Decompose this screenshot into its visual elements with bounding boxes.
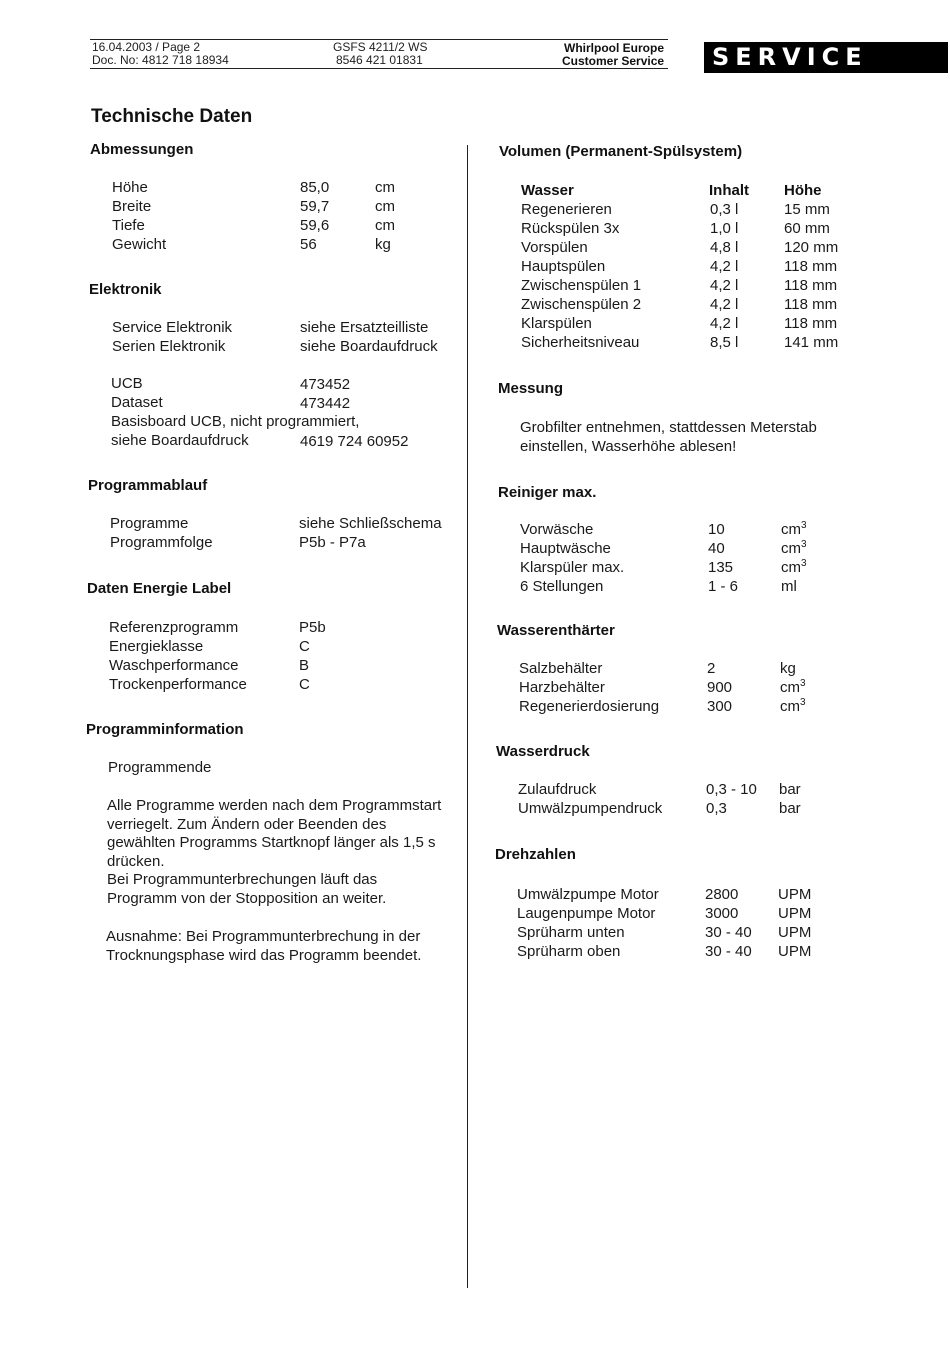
programminfo-p2-line: Bei Programmunterbrechungen läuft das <box>107 871 378 888</box>
programminfo-p1-line: drücken. <box>107 852 165 870</box>
volumen-row-inhalt: 4,2 l <box>710 315 739 332</box>
ucb-value: 473452 <box>300 376 351 393</box>
volumen-col-inhalt: Inhalt <box>709 182 749 199</box>
basisboard-line: Basisboard UCB, nicht programmiert, <box>111 413 360 430</box>
programmablauf-row-label: Programmfolge <box>110 534 213 551</box>
wasserenthaerter-row-value: 2 <box>707 660 716 677</box>
volumen-row-hoehe: 118 mm <box>784 296 838 313</box>
reiniger-row-unit: $cm^3$ <box>781 539 807 557</box>
abmessungen-row-label: Gewicht <box>112 236 167 253</box>
programmablauf-row-value: siehe Schließschema <box>299 515 442 532</box>
messung-line: Grobfilter entnehmen, stattdessen Meterstab <box>520 419 817 436</box>
elektronik-row-label: Serien Elektronik <box>112 338 226 355</box>
programmende-label: Programmende <box>108 759 212 776</box>
energie-row-label: Trockenperformance <box>109 676 247 693</box>
elektronik-row-value: siehe Boardaufdruck <box>300 338 438 355</box>
drehzahlen-row-value: 30 - 40 <box>705 943 752 960</box>
volumen-row-inhalt: 4,2 l <box>710 277 739 294</box>
volumen-row-hoehe: 118 mm <box>784 315 838 332</box>
column-divider <box>467 145 468 1288</box>
volumen-row-label: Regenerieren <box>521 201 612 218</box>
wasserdruck-heading: Wasserdruck <box>496 743 590 760</box>
volumen-row-label: Klarspülen <box>521 315 592 332</box>
wasserenthaerter-row-unit: $cm^3$ <box>780 697 806 715</box>
service-label: SERVICE <box>704 42 948 73</box>
programmablauf-heading: Programmablauf <box>88 477 208 494</box>
header-company: Whirlpool Europe <box>564 41 664 55</box>
reiniger-row-unit: $cm^3$ <box>781 520 807 538</box>
volumen-row-inhalt: 4,2 l <box>710 296 739 313</box>
programminfo-p3-line: Ausnahme: Bei Programmunterbrechung in der <box>106 928 421 945</box>
abmessungen-row-label: Höhe <box>112 179 148 196</box>
programminfo-paragraph-1 <box>107 797 441 871</box>
abmessungen-row-unit: kg <box>375 236 391 253</box>
page-title: Technische Daten <box>91 106 253 127</box>
volumen-col-hoehe: Höhe <box>784 182 822 199</box>
reiniger-heading: Reiniger max. <box>498 484 597 501</box>
volumen-row-label: Zwischenspülen 1 <box>521 277 642 294</box>
abmessungen-row-label: Tiefe <box>112 217 145 234</box>
elektronik-row-value: siehe Ersatzteilliste <box>300 319 429 336</box>
reiniger-row-value: 10 <box>708 521 725 538</box>
abmessungen-row-unit: cm <box>375 179 395 196</box>
drehzahlen-row-label: Sprüharm oben <box>517 943 621 960</box>
header-model: GSFS 4211/2 WS <box>333 40 428 54</box>
abmessungen-row-value: 56 <box>300 236 317 253</box>
header-model-no: 8546 421 01831 <box>336 53 423 67</box>
dataset-label: Dataset <box>111 394 163 411</box>
drehzahlen-row-unit: UPM <box>778 943 812 960</box>
wasserenthaerter-row-label: Salzbehälter <box>519 660 603 677</box>
energie-row-value: B <box>299 657 310 674</box>
header-dept: Customer Service <box>562 54 665 68</box>
energie-row-label: Referenzprogramm <box>109 619 239 636</box>
volumen-row-hoehe: 15 mm <box>784 201 830 218</box>
abmessungen-row-label: Breite <box>112 198 152 215</box>
abmessungen-row-value: 85,0 <box>300 179 330 196</box>
programmablauf-row-value: P5b - P7a <box>299 534 366 551</box>
drehzahlen-row-label: Umwälzpumpe Motor <box>517 886 659 903</box>
volumen-row-label: Rückspülen 3x <box>521 220 620 237</box>
volumen-row-label: Zwischenspülen 2 <box>521 296 642 313</box>
programminfo-p1-line: verriegelt. Zum Ändern oder Beenden des <box>107 815 387 833</box>
programmablauf-row-label: Programme <box>110 515 189 532</box>
volumen-row-label: Vorspülen <box>521 239 588 256</box>
abmessungen-heading: Abmessungen <box>90 141 194 158</box>
volumen-row-hoehe: 141 mm <box>784 334 839 351</box>
elektronik-heading: Elektronik <box>89 281 162 298</box>
energie-row-value: C <box>299 638 310 655</box>
reiniger-row-label: 6 Stellungen <box>520 578 604 595</box>
reiniger-row-label: Vorwäsche <box>520 521 594 538</box>
programminfo-heading: Programminformation <box>86 721 244 738</box>
abmessungen-row-value: 59,6 <box>300 217 330 234</box>
programminfo-p1-line: Alle Programme werden nach dem Programmstart <box>107 797 442 814</box>
wasserenthaerter-row-unit: $cm^3$ <box>780 678 806 696</box>
programminfo-paragraph-2 <box>107 871 386 908</box>
elektronik-row-label: Service Elektronik <box>112 319 233 336</box>
boardaufdruck-label: siehe Boardaufdruck <box>111 432 249 449</box>
abmessungen-row-unit: cm <box>375 198 395 215</box>
header-date-page: 16.04.2003 / Page 2 <box>92 40 201 54</box>
drehzahlen-row-label: Laugenpumpe Motor <box>517 905 656 922</box>
wasserdruck-row-label: Umwälzpumpendruck <box>518 800 663 817</box>
boardaufdruck-value: 4619 724 60952 <box>300 433 409 450</box>
energie-heading: Daten Energie Label <box>87 580 232 597</box>
volumen-row-hoehe: 120 mm <box>784 239 839 256</box>
reiniger-row-label: Klarspüler max. <box>520 559 625 576</box>
reiniger-row-unit: $cm^3$ <box>781 558 807 576</box>
drehzahlen-heading: Drehzahlen <box>495 846 576 863</box>
drehzahlen-row-unit: UPM <box>778 905 812 922</box>
abmessungen-row-value: 59,7 <box>300 198 330 215</box>
abmessungen-row-unit: cm <box>375 217 395 234</box>
programminfo-paragraph-3 <box>106 928 421 965</box>
volumen-row-inhalt: 1,0 l <box>710 220 739 237</box>
dataset-value: 473442 <box>300 395 351 412</box>
energie-row-label: Waschperformance <box>109 657 239 674</box>
energie-row-value: C <box>299 676 310 693</box>
programminfo-p1-line: gewählten Programms Startknopf länger als 1,5 s <box>107 834 436 851</box>
drehzahlen-row-label: Sprüharm unten <box>517 924 625 941</box>
wasserdruck-row-value: 0,3 - 10 <box>706 781 757 798</box>
drehzahlen-row-unit: UPM <box>778 924 812 941</box>
volumen-row-hoehe: 118 mm <box>784 277 838 294</box>
reiniger-row-label: Hauptwäsche <box>520 540 611 557</box>
wasserenthaerter-row-value: 300 <box>707 698 733 715</box>
wasserdruck-row-unit: bar <box>779 800 801 817</box>
reiniger-row-unit: ml <box>781 578 797 595</box>
volumen-row-hoehe: 60 mm <box>784 220 830 237</box>
wasserenthaerter-row-unit: kg <box>780 660 796 677</box>
drehzahlen-row-unit: UPM <box>778 886 812 903</box>
energie-row-label: Energieklasse <box>109 638 204 655</box>
messung-heading: Messung <box>498 380 564 397</box>
volumen-row-inhalt: 4,2 l <box>710 258 739 275</box>
programminfo-p3-line: Trocknungsphase wird das Programm beendet. <box>106 946 422 964</box>
programminfo-p2-line: Programm von der Stopposition an weiter. <box>107 889 387 907</box>
drehzahlen-row-value: 3000 <box>705 905 739 922</box>
wasserenthaerter-heading: Wasserenthärter <box>497 622 615 639</box>
volumen-row-inhalt: 8,5 l <box>710 334 739 351</box>
header-bottom-rule <box>90 68 668 69</box>
drehzahlen-row-value: 30 - 40 <box>705 924 752 941</box>
wasserdruck-row-label: Zulaufdruck <box>518 781 597 798</box>
messung-line: einstellen, Wasserhöhe ablesen! <box>520 437 737 455</box>
volumen-heading: Volumen (Permanent-Spülsystem) <box>499 143 743 160</box>
drehzahlen-row-value: 2800 <box>705 886 739 903</box>
wasserdruck-row-unit: bar <box>779 781 801 798</box>
wasserenthaerter-row-label: Regenerierdosierung <box>519 698 660 715</box>
reiniger-row-value: 1 - 6 <box>708 578 739 595</box>
messung-text <box>520 419 817 456</box>
ucb-label: UCB <box>111 375 143 392</box>
volumen-row-label: Hauptspülen <box>521 258 606 275</box>
energie-row-value: P5b <box>299 619 326 636</box>
reiniger-row-value: 135 <box>708 559 734 576</box>
wasserenthaerter-row-value: 900 <box>707 679 733 696</box>
volumen-row-inhalt: 4,8 l <box>710 239 739 256</box>
volumen-col-wasser: Wasser <box>521 182 574 199</box>
volumen-row-hoehe: 118 mm <box>784 258 838 275</box>
volumen-row-inhalt: 0,3 l <box>710 201 739 218</box>
wasserenthaerter-row-label: Harzbehälter <box>519 679 605 696</box>
header-doc-no: Doc. No: 4812 718 18934 <box>92 53 229 67</box>
volumen-row-label: Sicherheitsniveau <box>521 334 640 351</box>
wasserdruck-row-value: 0,3 <box>706 800 727 817</box>
reiniger-row-value: 40 <box>708 540 725 557</box>
